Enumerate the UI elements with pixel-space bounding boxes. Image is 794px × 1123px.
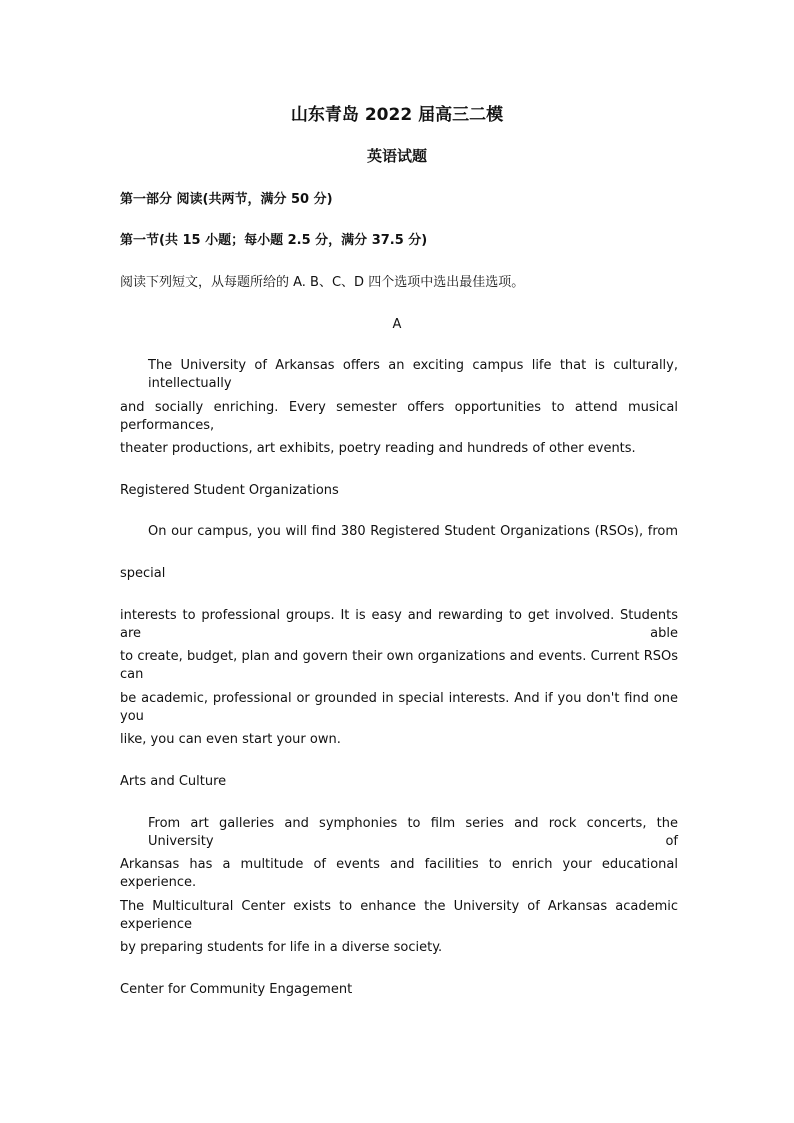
paragraph-line: to create, budget, plan and govern their own organizations and events. Current RSOs can (120, 649, 678, 682)
paragraph-line: and socially enriching. Every semester offers opportunities to attend musical performances, (120, 400, 678, 433)
section-heading-rso: Registered Student Organizations (120, 483, 339, 498)
paragraph-line: special (120, 566, 166, 581)
paragraph-line: theater productions, art exhibits, poetry reading and hundreds of other events. (120, 441, 636, 456)
section-heading-community: Center for Community Engagement (120, 982, 353, 997)
instructions: 阅读下列短文，从每题所给的 A. B、C、D 四个选项中选出最佳选项。 (120, 275, 525, 290)
exam-subtitle: 英语试题 (366, 147, 427, 165)
paragraph-line: From art galleries and symphonies to film series and rock concerts, the University of (148, 816, 678, 849)
section-heading-arts: Arts and Culture (120, 774, 227, 789)
paragraph-line: The Multicultural Center exists to enhance the University of Arkansas academic experience (120, 899, 678, 932)
paragraph-line: On our campus, you will find 380 Registered Student Organizations (RSOs), from (148, 524, 678, 539)
part-heading: 第一部分 阅读(共两节，满分 50 分) (120, 192, 333, 207)
paragraph-line: interests to professional groups. It is easy and rewarding to get involved. Students are able (120, 608, 678, 641)
section-heading: 第一节(共 15 小题；每小题 2.5 分，满分 37.5 分) (120, 233, 428, 248)
paragraph-line: by preparing students for life in a diverse society. (120, 940, 443, 955)
paragraph-line: like, you can even start your own. (120, 732, 341, 747)
exam-title: 山东青岛 2022 届高三二模 (290, 105, 504, 125)
paragraph-line: be academic, professional or grounded in special interests. And if you don't find one you (120, 691, 678, 724)
paragraph-line: Arkansas has a multitude of events and facilities to enrich your educational experience. (120, 857, 678, 890)
passage-label: A (392, 317, 402, 332)
paragraph-line: The University of Arkansas offers an exciting campus life that is culturally, intellectually (148, 358, 678, 391)
